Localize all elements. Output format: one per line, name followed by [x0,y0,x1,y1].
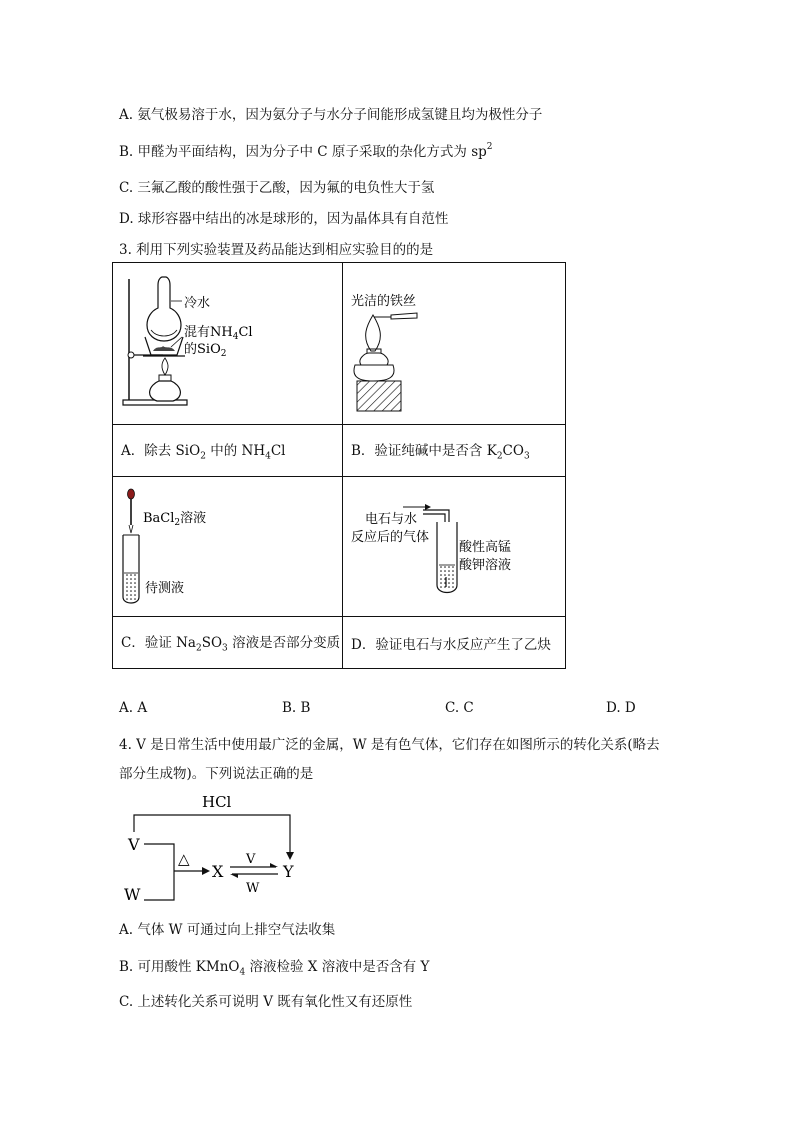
figure-d-cell [343,477,566,617]
figure-c-label-reagent: BaCl$_2$溶液 [143,511,207,528]
figure-b-label-wire: 光洁的铁丝 [351,294,417,309]
q4-conversion-diagram [118,788,318,904]
q2-option-a: A. 氨气极易溶于水，因为氨分子与水分子间能形成氢键且均为极性分子 [119,107,543,123]
caption-a-cell [113,425,343,477]
caption-a: A．除去 SiO$_2$ 中的 $NH_4Cl$ [121,443,286,462]
caption-d-cell [343,617,566,669]
caption-b-cell [343,425,566,477]
caption-b: B．验证纯碱中是否含 $K_2CO_3$ [351,443,530,462]
diagram-x-node: X [212,862,224,881]
q3-choice-c[interactable]: C. C [445,700,474,716]
figure-d-label-gas-1: 电石与水 [365,512,418,527]
figure-d-label-kmno4-2: 酸钾溶液 [459,558,512,573]
diagram-y-node: Y [283,862,294,881]
diagram-w-node: W [124,885,141,904]
diagram-arrow-v-label: V [246,852,256,867]
figure-c-label-sample: 待测液 [145,581,185,596]
figure-a-sublimation-apparatus [113,263,342,420]
q4-option-a: A. 气体 W 可通过向上排空气法收集 [119,922,336,938]
q3-choice-a[interactable]: A. A [119,700,148,716]
figure-d-label-kmno4-1: 酸性高锰 [459,540,512,555]
diagram-hcl-label: HCl [202,793,232,811]
q3-choice-d[interactable]: D. D [606,700,636,716]
diagram-heat-symbol: △ [178,850,190,868]
caption-c: C．验证 $Na_2SO_3$ 溶液是否部分变质 [121,635,341,654]
q2-option-c: C. 三氟乙酸的酸性强于乙酸，因为氟的电负性大于氢 [119,180,435,196]
diagram-arrow-w-label: W [246,881,260,896]
q4-stem-line-1: 4. V 是日常生活中使用最广泛的金属，W 是有色气体，它们存在如图所示的转化关系(略去 [119,737,660,753]
figure-c-cell [113,477,343,617]
figure-b-cell [343,263,566,425]
figure-a-label-sio2: 的SiO$_2$ [184,342,227,359]
caption-c-cell [113,617,343,669]
q2-option-b-sup: 2 [486,142,493,152]
caption-d: D．验证电石与水反应产生了乙炔 [351,636,551,653]
figure-d-gas-test-apparatus [343,477,565,612]
q3-stem: 3. 利用下列实验装置及药品能达到相应实验目的的是 [119,242,434,258]
diagram-v-node: V [128,835,140,854]
q3-choice-b[interactable]: B. B [282,700,311,716]
figure-a-label-cold-water: 冷水 [184,296,211,311]
q2-option-d: D. 球形容器中结出的冰是球形的，因为晶体具有自范性 [119,211,449,227]
figure-a-cell [113,263,343,425]
q2-option-b-text: B. 甲醛为平面结构，因为分子中 C 原子采取的杂化方式为 sp [119,144,487,160]
figure-c-test-tube-apparatus [113,477,342,612]
q4-option-c: C. 上述转化关系可说明 V 既有氧化性又有还原性 [119,994,413,1010]
q3-apparatus-table [112,262,566,669]
q4-option-b: B. 可用酸性 KMnO$_4$ 溶液检验 X 溶液中是否含有 Y [119,959,430,978]
figure-b-flame-test-apparatus [343,263,565,420]
q4-stem-line-2: 部分生成物)。下列说法正确的是 [119,766,314,782]
figure-d-label-gas-2: 反应后的气体 [351,530,430,545]
figure-a-label-mixture: 混有$NH_4Cl$ [184,325,253,342]
q2-option-b [119,140,493,160]
